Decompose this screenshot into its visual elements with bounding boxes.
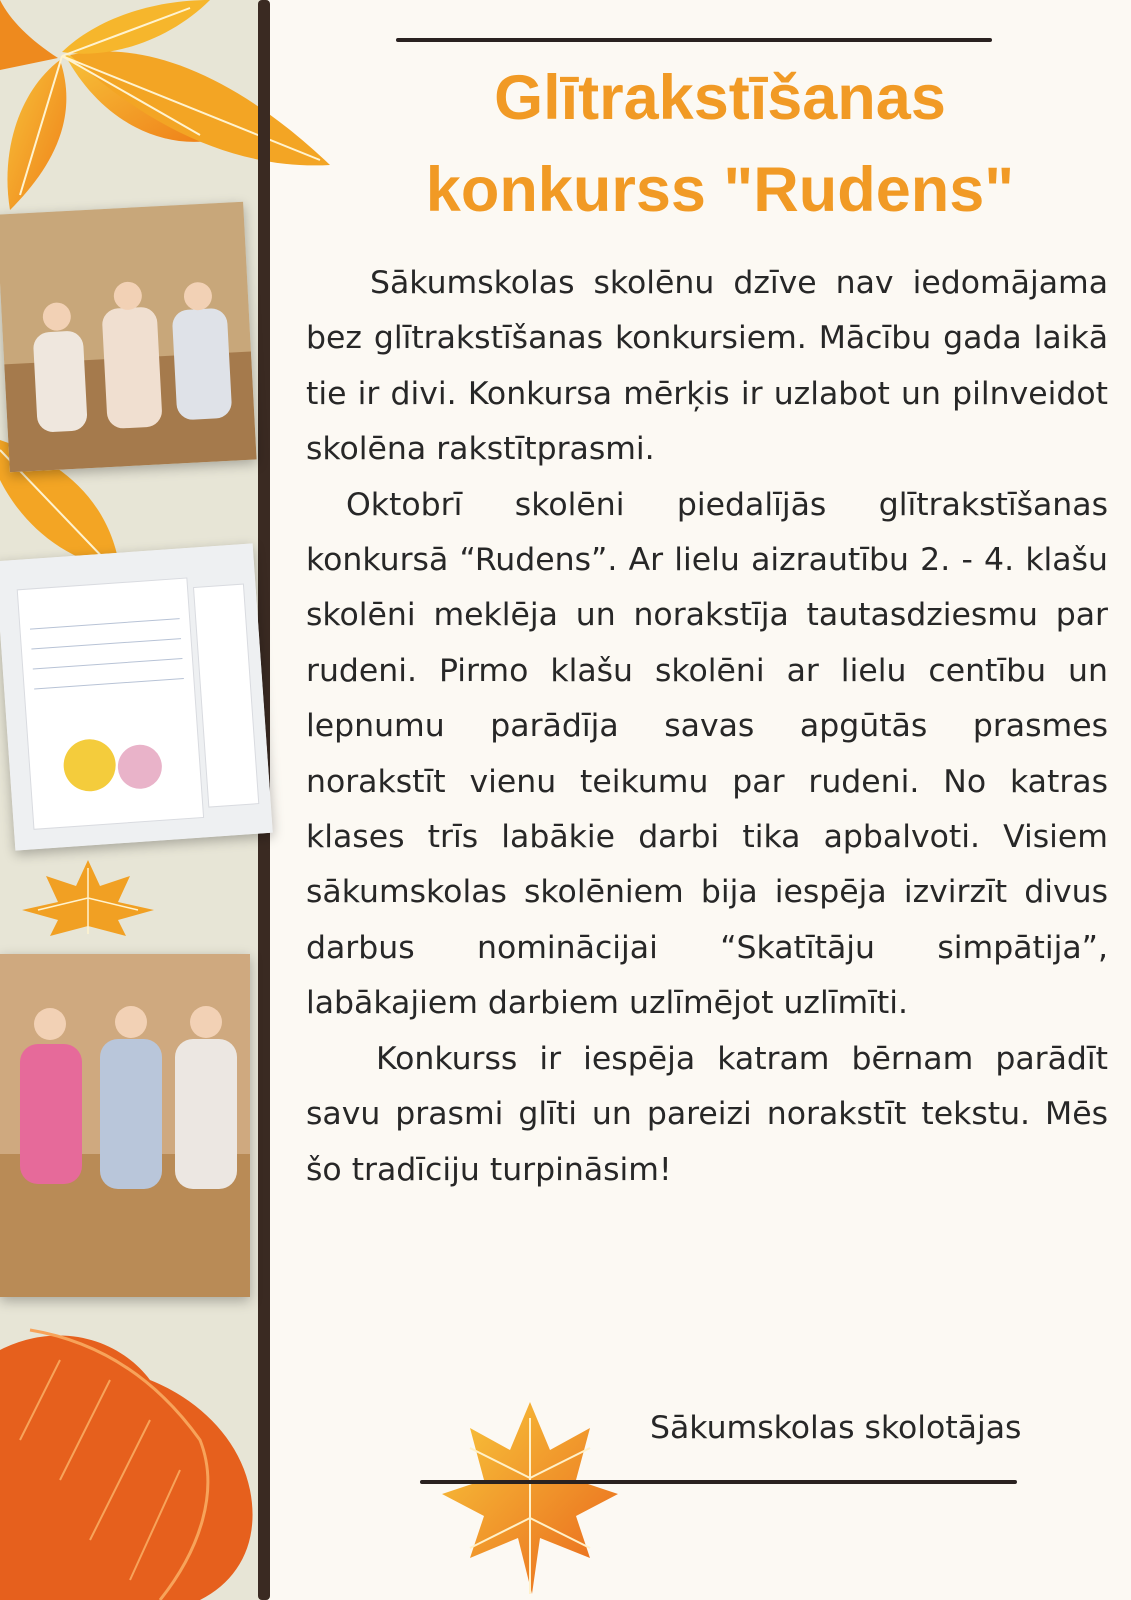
autumn-leaf-top-icon [0,0,340,230]
maple-leaf-small-icon [18,858,158,938]
article-signature: Sākumskolas skolotājas [650,1410,1022,1446]
page-title-line1: Glītrakstīšanas [494,63,946,133]
maple-leaf-bottom-icon [440,1398,620,1600]
article-paragraph-2: Oktobrī skolēni piedalījās glītrakstīšanas konkursā “Rudens”. Ar lielu aizrautību 2. - 4. klašu skolēni meklēja un norakstīja tautasdziesmu par rudeni. Pirmo klašu skolēni ar lielu centību un lepnumu parādīja savas apgūtās prasmes norakstīt vienu teikumu par rudeni. No katras klases trīs labākie darbi tika apbalvoti. Visiem sākumskolas skolēniem bija iespēja izvirzīt divus darbus nominācijai “Skatītāju simpātija”, labākajiem darbiem uzlīmējot uzlīmīti. [306,486,1108,1022]
article-body [306,256,1108,1198]
photo-children-diplomas-2 [0,954,250,1297]
bottom-rule [420,1480,1017,1484]
photo-children-diplomas-1 [0,202,257,473]
photo-handwriting-worksheet [0,543,273,850]
top-rule [396,38,992,42]
autumn-leaf-bottom-icon [0,1320,270,1600]
page-title-line2: konkurss "Rudens" [425,155,1015,225]
article-paragraph-1: Sākumskolas skolēnu dzīve nav iedomājama bez glītrakstīšanas konkursiem. Mācību gada laikā tie ir divi. Konkursa mērķis ir uzlabot un pilnveidot skolēna rakstītprasmi. [306,265,1108,468]
article-paragraph-3: Konkurss ir iespēja katram bērnam parādīt savu prasmi glīti un pareizi norakstīt tekstu. Mēs šo tradīciju turpināsim! [306,1040,1108,1188]
page-title [330,52,1110,236]
